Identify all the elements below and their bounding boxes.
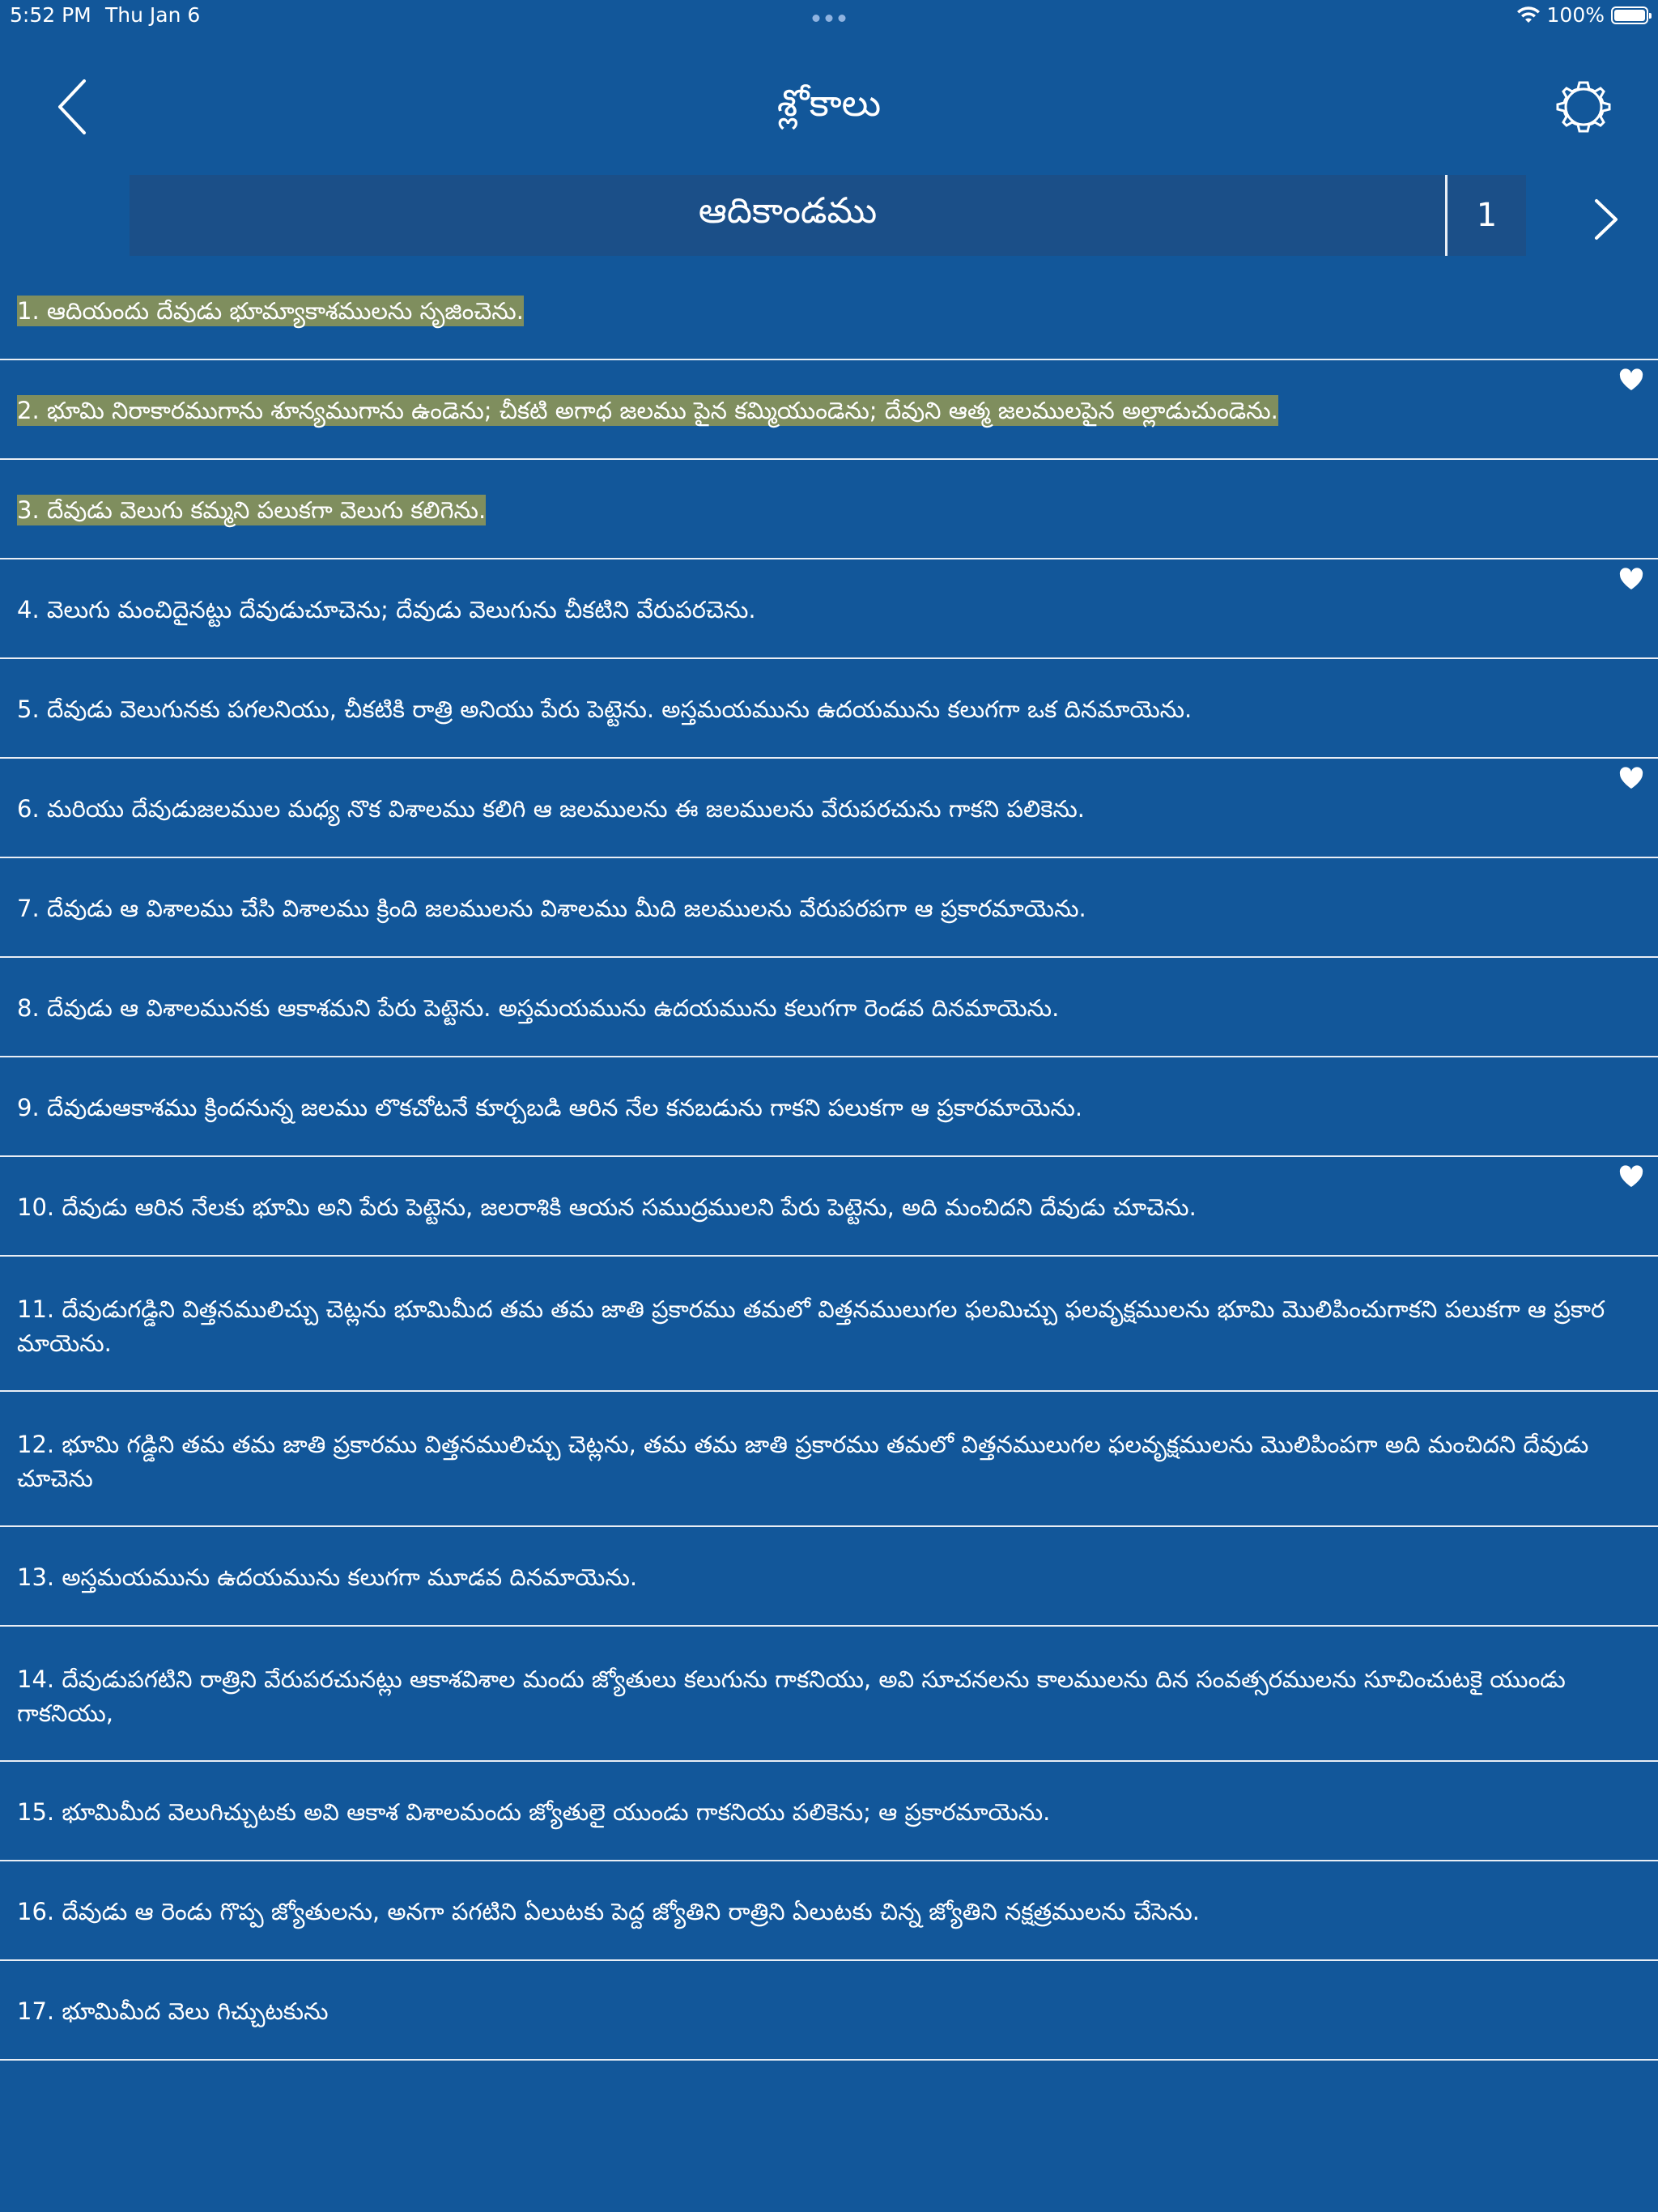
status-time: 5:52 PM — [10, 3, 91, 27]
verse-text: 15. భూమిమీద వెలుగిచ్చుటకు అవి ఆకాశ విశాలమందు జ్యోతులై యుండు గాకనియు పలికెను; ఆ ప్రకారమాయెను. — [17, 1798, 1051, 1826]
verse-row-2[interactable] — [0, 360, 1658, 460]
verse-row-7[interactable] — [0, 858, 1658, 958]
gear-icon — [1554, 78, 1613, 136]
verse-text: 14. దేవుడుపగటిని రాత్రిని వేరుపరచునట్లు ఆకాశవిశాల మందు జ్యోతులు కలుగును గాకనియు, అవి సూచనలను కాలములను దిన సంవత్సరములను సూచించుటకై యుండు గాకనియు, — [17, 1665, 1566, 1727]
multitasking-dots-icon[interactable] — [813, 15, 846, 22]
verse-highlight: 3. దేవుడు వెలుగు కమ్మని పలుకగా వెలుగు కలిగెను. — [17, 496, 487, 524]
verse-row-14[interactable] — [0, 1627, 1658, 1762]
verse-row-12[interactable] — [0, 1392, 1658, 1527]
wifi-icon — [1516, 6, 1541, 24]
verse-text — [17, 393, 1609, 428]
status-date: Thu Jan 6 — [105, 3, 201, 27]
battery-percent: 100% — [1546, 3, 1605, 27]
heart-icon[interactable] — [1619, 767, 1643, 789]
verse-highlight: 1. ఆదియందు దేవుడు భూమ్యాకాశములను సృజించెను. — [17, 297, 524, 325]
verse-list — [0, 261, 1658, 2061]
verse-row-8[interactable] — [0, 958, 1658, 1057]
chapter-number-button[interactable]: 1 — [1476, 197, 1498, 234]
verse-row-15[interactable] — [0, 1762, 1658, 1861]
verse-row-3[interactable] — [0, 460, 1658, 559]
verse-highlight: 2. భూమి నిరాకారముగాను శూన్యముగాను ఉండెను; చీకటి అగాధ జలము పైన కమ్మియుండెను; దేవుని ఆత్మ జలములపైన అల్లాడుచుండెను. — [17, 397, 1278, 424]
heart-icon[interactable] — [1619, 1165, 1643, 1188]
verse-text: 16. దేవుడు ఆ రెండు గొప్ప జ్యోతులను, అనగా పగటిని ఏలుటకు పెద్ద జ్యోతిని రాత్రిని ఏలుటకు చిన్న జ్యోతిని నక్షత్రములను చేసెను. — [17, 1898, 1200, 1925]
heart-icon[interactable] — [1619, 368, 1643, 391]
battery-icon — [1611, 6, 1648, 24]
verse-text: 4. వెలుగు మంచిదైనట్టు దేవుడుచూచెను; దేవుడు వెలుగును చీకటిని వేరుపరచెను. — [17, 596, 756, 623]
chevron-right-icon — [1585, 191, 1626, 248]
nav-bar — [0, 57, 1658, 154]
verse-row-17[interactable] — [0, 1961, 1658, 2061]
verse-row-16[interactable] — [0, 1861, 1658, 1961]
verse-row-9[interactable] — [0, 1057, 1658, 1157]
verse-row-11[interactable] — [0, 1257, 1658, 1392]
verse-text: 11. దేవుడుగడ్డిని విత్తనములిచ్చు చెట్లను భూమిమీద తమ తమ జాతి ప్రకారము తమలో విత్తనములుగల ఫలమిచ్చు ఫలవృక్షములను భూమి మొలిపించుగాకని పలుకగా ఆ ప్రకార మాయెను. — [17, 1295, 1605, 1357]
book-name-button[interactable]: ఆదికాండము — [698, 190, 878, 232]
page-title: శ్లోకాలు — [776, 81, 882, 125]
verse-row-4[interactable] — [0, 559, 1658, 659]
settings-button[interactable] — [1554, 78, 1613, 136]
verse-row-10[interactable] — [0, 1157, 1658, 1257]
verse-row-5[interactable] — [0, 659, 1658, 759]
book-chapter-selector — [130, 175, 1526, 256]
verse-row-13[interactable] — [0, 1527, 1658, 1627]
status-right — [1516, 3, 1648, 27]
verse-text: 6. మరియు దేవుడుజలముల మధ్య నొక విశాలము కలిగి ఆ జలములను ఈ జలములను వేరుపరచును గాకని పలికెను. — [17, 795, 1085, 823]
verse-text — [17, 294, 1609, 328]
next-chapter-button[interactable] — [1585, 191, 1626, 248]
status-bar — [0, 0, 1658, 36]
verse-row-1[interactable] — [0, 261, 1658, 360]
verse-text: 8. దేవుడు ఆ విశాలమునకు ఆకాశమని పేరు పెట్టెను. అస్తమయమును ఉదయమును కలుగగా రెండవ దినమాయెను. — [17, 994, 1060, 1022]
verse-text: 17. భూమిమీద వెలు గిచ్చుటకును — [17, 1997, 329, 2025]
verse-text: 12. భూమి గడ్డిని తమ తమ జాతి ప్రకారము విత్తనములిచ్చు చెట్లను, తమ తమ జాతి ప్రకారము తమలో విత్తనములుగల ఫలవృక్షములను మొలిపింపగా అది మంచిదని దేవుడు చూచెను — [17, 1431, 1589, 1492]
verse-text: 7. దేవుడు ఆ విశాలము చేసి విశాలము క్రింది జలములను విశాలము మీది జలములను వేరుపరపగా ఆ ప్రకారమాయెను. — [17, 895, 1086, 922]
heart-icon[interactable] — [1619, 568, 1643, 590]
verse-text: 13. అస్తమయమును ఉదయమును కలుగగా మూడవ దినమాయెను. — [17, 1563, 638, 1591]
verse-text: 9. దేవుడుఆకాశము క్రిందనున్న జలము లొకచోటనే కూర్చబడి ఆరిన నేల కనబడును గాకని పలుకగా ఆ ప్రకారమాయెను. — [17, 1094, 1083, 1121]
verse-text: 10. దేవుడు ఆరిన నేలకు భూమి అని పేరు పెట్టెను, జలరాశికి ఆయన సముద్రములని పేరు పెట్టెను, అది మంచిదని దేవుడు చూచెను. — [17, 1193, 1197, 1221]
verse-row-6[interactable] — [0, 759, 1658, 858]
verse-text: 5. దేవుడు వెలుగునకు పగలనియు, చీకటికి రాత్రి అనియు పేరు పెట్టెను. అస్తమయమును ఉదయమును కలుగగా ఒక దినమాయెను. — [17, 696, 1192, 723]
verse-text — [17, 493, 1609, 527]
